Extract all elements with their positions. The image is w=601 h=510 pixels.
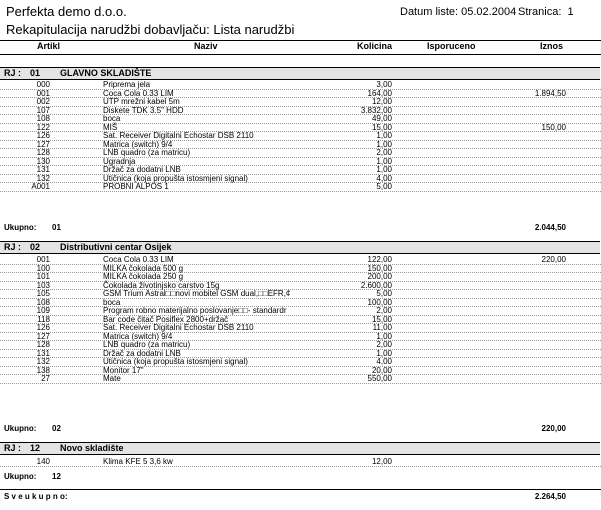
item-code: 131: [36, 348, 50, 358]
col-naziv: Naziv: [194, 41, 218, 51]
total-rule: [0, 489, 601, 490]
item-quantity: 49,00: [371, 114, 392, 123]
item-code: 105: [36, 289, 50, 298]
item-quantity: 15,00: [371, 122, 392, 132]
group-code: 02: [30, 242, 41, 252]
col-artikl: Artikl: [37, 41, 61, 51]
item-quantity: 150,00: [367, 263, 392, 273]
item-quantity: 15,00: [371, 314, 392, 324]
item-quantity: 164,00: [367, 88, 392, 98]
item-code: 107: [36, 105, 50, 115]
group-rj-label: RJ :: [4, 242, 22, 252]
item-name: Coca Cola 0.33 LIM: [103, 88, 174, 98]
header-bottom-rule: [0, 54, 601, 55]
item-code: 27: [41, 374, 50, 383]
item-quantity: 11,00: [372, 323, 392, 332]
item-code: 126: [36, 131, 50, 140]
item-name: Držač za dodatni LNB: [103, 348, 181, 358]
item-name: Mate: [103, 374, 121, 383]
item-code: 100: [36, 263, 50, 273]
table-row: [0, 341, 601, 350]
item-name: Monitor 17": [103, 365, 144, 375]
item-code: 138: [36, 365, 50, 375]
grand-total-label: S v e u k u p n o:: [4, 492, 68, 501]
subtotal-code: 02: [52, 424, 61, 433]
table-row: [0, 124, 601, 133]
table-row: [0, 299, 601, 308]
item-name: Držač za dodatni LNB: [103, 165, 181, 174]
item-quantity: 550,00: [367, 374, 392, 383]
item-quantity: 1,00: [376, 348, 392, 358]
group-rj-label: RJ :: [4, 68, 22, 78]
item-code: 132: [36, 173, 50, 183]
item-code: 108: [36, 297, 50, 307]
table-row: [0, 375, 601, 384]
item-name: Klima KFE 5 3,6 kw: [103, 457, 173, 466]
table-row: [0, 158, 601, 167]
item-code: 126: [36, 323, 50, 332]
item-code: 127: [36, 331, 50, 341]
group-code: 12: [30, 443, 41, 453]
col-iznos: Iznos: [540, 41, 564, 51]
page-indicator: [518, 6, 574, 18]
item-name: Bar code čitač Posiflex 2800+držač: [103, 314, 229, 324]
group-subtotal: [0, 423, 601, 435]
item-name: Utičnica (koja propušta istosmjeni signal): [103, 357, 248, 366]
item-quantity: 3.832,00: [360, 105, 392, 115]
report-title: Rekapitulacija narudžbi dobavljaču: Lista narudžbi: [6, 22, 295, 37]
subtotal-amount: 2.044,50: [534, 223, 566, 232]
group-name: GLAVNO SKLADIŠTE: [60, 68, 152, 78]
item-amount: 150,00: [541, 122, 566, 132]
table-row: [0, 273, 601, 282]
item-quantity: 4,00: [376, 173, 392, 183]
table-row: [0, 149, 601, 158]
subtotal-label: Ukupno:: [4, 472, 37, 481]
column-header: [0, 40, 601, 54]
item-code: 131: [36, 165, 50, 174]
group-header: [0, 241, 600, 254]
subtotal-code: 01: [52, 223, 61, 232]
item-code: 001: [36, 88, 50, 98]
group-code: 01: [30, 68, 41, 78]
table-row: [0, 307, 601, 316]
report-date: Datum liste: 05.02.2004: [400, 6, 517, 18]
item-name: Diskete TDK 3.5" HDD: [103, 105, 184, 115]
group-subtotal: [0, 471, 601, 483]
item-name: LNB quadro (za matricu): [103, 148, 191, 157]
item-code: 118: [37, 314, 50, 324]
item-code: 122: [36, 122, 50, 132]
item-quantity: 20,00: [371, 365, 392, 375]
item-name: PROBNI ALPOS 1: [103, 182, 169, 191]
table-row: [0, 175, 601, 184]
item-quantity: 1,00: [376, 331, 392, 341]
item-quantity: 2,00: [376, 148, 392, 157]
item-quantity: 1,00: [376, 131, 392, 140]
group-subtotal: [0, 222, 601, 234]
table-row: [0, 367, 601, 376]
item-code: A001: [31, 182, 50, 191]
group-name: Distributivni centar Osijek: [60, 242, 172, 252]
item-name: Program robno materijalno poslovanje□□- standardr: [103, 306, 287, 315]
item-name: Utičnica (koja propušta istosmjeni signal): [103, 173, 248, 183]
group-header: [0, 442, 600, 455]
item-name: Sat. Receiver Digitalni Echostar DSB 2110: [103, 131, 254, 140]
item-quantity: 2.600,00: [360, 280, 392, 290]
table-row: [0, 90, 601, 99]
col-isporuceno: Isporuceno: [427, 41, 476, 51]
item-name: boca: [103, 114, 121, 123]
header-top-rule: [0, 40, 601, 41]
item-code: 132: [36, 357, 50, 366]
table-row: [0, 290, 601, 299]
item-name: GSM Trium Astral□□novi mobitel GSM dual,□□EFR,¢: [103, 289, 291, 298]
item-code: 128: [36, 340, 50, 349]
table-row: [0, 350, 601, 359]
item-name: LNB quadro (za matricu): [103, 340, 191, 349]
page-number: 1: [567, 6, 574, 18]
item-code: 127: [36, 139, 50, 149]
item-name: Čokolada životinjsko carstvo 15g: [103, 280, 220, 290]
company-name: Perfekta demo d.o.o.: [6, 4, 127, 19]
item-quantity: 5,00: [376, 182, 392, 191]
item-quantity: 200,00: [367, 272, 392, 281]
item-amount: 1.894,50: [534, 88, 566, 98]
item-code: 130: [36, 156, 50, 166]
table-row: [0, 333, 601, 342]
item-amount: 220,00: [541, 255, 566, 264]
table-row: [0, 183, 601, 192]
item-code: 140: [36, 457, 50, 466]
item-quantity: 2,00: [376, 306, 392, 315]
item-name: MIŠ: [103, 122, 118, 132]
item-name: Ugradnja: [103, 156, 136, 166]
item-code: 128: [36, 148, 50, 157]
table-row: [0, 316, 601, 325]
grand-total-row: [0, 491, 601, 503]
item-name: Sat. Receiver Digitalni Echostar DSB 2110: [103, 323, 254, 332]
item-code: 001: [36, 255, 50, 264]
item-name: MILKA čokolada 250 g: [103, 272, 184, 281]
group-name: Novo skladište: [60, 443, 124, 453]
table-row: [0, 115, 601, 124]
table-row: [0, 132, 601, 141]
table-row: [0, 98, 601, 107]
item-code: 109: [36, 306, 50, 315]
item-quantity: 12,00: [371, 457, 392, 466]
table-row: [0, 265, 601, 274]
item-quantity: 122,00: [367, 255, 392, 264]
group-rj-label: RJ :: [4, 443, 22, 453]
table-row: [0, 166, 601, 175]
item-quantity: 3,00: [376, 80, 392, 89]
subtotal-amount: 220,00: [541, 424, 566, 433]
item-quantity: 4,00: [376, 357, 392, 366]
table-row: [0, 358, 601, 367]
item-name: Matrica (switch) 9/4: [103, 331, 173, 341]
col-kolicina: Kolicina: [357, 41, 393, 51]
item-quantity: 1,00: [376, 139, 392, 149]
table-row: [0, 256, 601, 265]
item-quantity: 1,00: [376, 165, 392, 174]
table-row: [0, 282, 601, 291]
item-code: 108: [36, 114, 50, 123]
table-row: [0, 458, 601, 467]
subtotal-label: Ukupno:: [4, 223, 37, 232]
item-quantity: 5,00: [376, 289, 392, 298]
item-quantity: 12,00: [371, 97, 392, 106]
grand-total-amount: 2.264,50: [534, 492, 566, 501]
subtotal-code: 12: [52, 472, 61, 481]
table-row: [0, 141, 601, 150]
item-code: 103: [36, 280, 50, 290]
page-label: Stranica:: [518, 6, 562, 18]
subtotal-label: Ukupno:: [4, 424, 37, 433]
item-name: Coca Cola 0.33 LIM: [103, 255, 174, 264]
table-row: [0, 324, 601, 333]
item-name: boca: [103, 297, 121, 307]
item-name: UTP mrežni kabel 5m: [103, 97, 180, 106]
item-code: 002: [36, 97, 50, 106]
item-name: MILKA čokolada 500 g: [103, 263, 184, 273]
group-header: [0, 67, 600, 80]
table-row: [0, 81, 601, 90]
item-quantity: 100,00: [367, 297, 392, 307]
item-name: Priprema jela: [103, 80, 151, 89]
item-code: 101: [36, 272, 50, 281]
item-name: Matrica (switch) 9/4: [103, 139, 173, 149]
item-quantity: 2,00: [376, 340, 392, 349]
item-quantity: 1,00: [376, 156, 392, 166]
table-row: [0, 107, 601, 116]
item-code: 000: [36, 80, 50, 89]
